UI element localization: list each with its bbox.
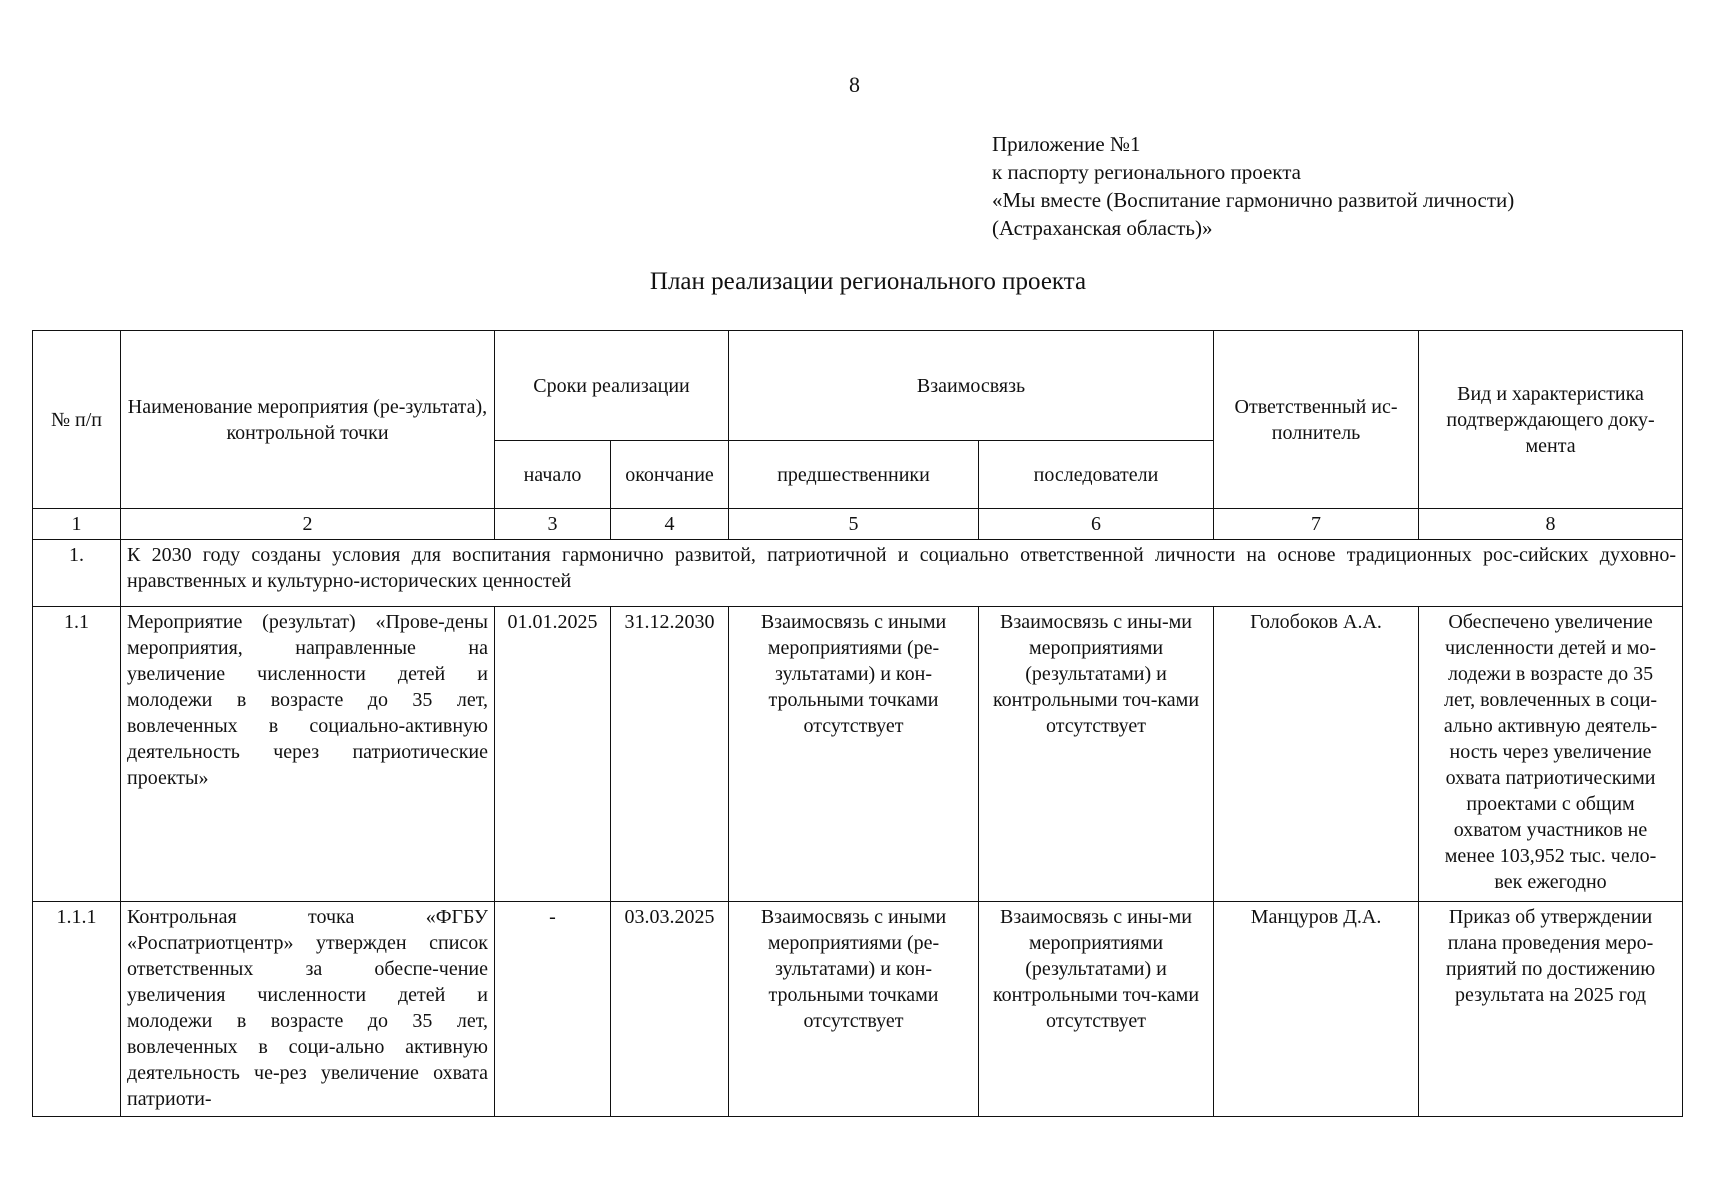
header-successors: последователи [979,441,1214,509]
column-number: 7 [1214,509,1419,540]
header-num: № п/п [33,331,121,509]
row-document: Обеспечено увеличение численности детей и мо-лодежи в возрасте до 35 лет, вовлеченных в соци-ально активную деятель-ность через увеличение охвата патриотическими проектами с общим охватом участников не менее 103,952 тыс. чело-век ежегодно [1419,607,1683,902]
section-row [33,540,1683,607]
section-text: К 2030 году созданы условия для воспитания гармонично развитой, патриотичной и социально ответственной личности на основе традиционных рос-сийских духовно-нравственных и культурно-исторических ценностей [121,540,1683,607]
row-predecessors: Взаимосвязь с иными мероприятиями (ре-зультатами) и кон-трольными точками отсутствует [729,607,979,902]
section-num: 1. [33,540,121,607]
row-end: 03.03.2025 [611,902,729,1117]
document-title: План реализации регионального проекта [649,268,1087,295]
header-document: Вид и характеристика подтверждающего доку-мента [1419,331,1683,509]
row-num: 1.1 [33,607,121,902]
appendix-line: «Мы вместе (Воспитание гармонично развитой личности) [992,188,1515,212]
header-row [33,331,1683,441]
appendix-block [992,130,1514,242]
appendix-line: (Астраханская область)» [992,216,1213,240]
page-number: 8 [849,72,860,97]
appendix-line: Приложение №1 [992,132,1141,156]
column-number: 4 [611,509,729,540]
header-terms: Сроки реализации [495,331,729,441]
row-end: 31.12.2030 [611,607,729,902]
column-number: 6 [979,509,1214,540]
row-predecessors: Взаимосвязь с иными мероприятиями (ре-зультатами) и кон-трольными точками отсутствует [729,902,979,1117]
table-row [33,902,1683,1117]
column-number: 5 [729,509,979,540]
appendix-line: к паспорту регионального проекта [992,160,1301,184]
header-name: Наименование мероприятия (ре-зультата), контрольной точки [121,331,495,509]
row-responsible: Голобоков А.А. [1214,607,1419,902]
implementation-plan-table [32,330,1683,1117]
header-predecessors: предшественники [729,441,979,509]
header-relation: Взаимосвязь [729,331,1214,441]
row-name: Контрольная точка «ФГБУ «Роспатриотцентр» утвержден список ответственных за обеспе-чение увеличения численности детей и молодежи в возрасте до 35 лет, вовлеченных в соци-ально активную деятельность че-рез увеличение охвата патриоти- [127,906,488,1110]
column-number: 2 [121,509,495,540]
row-start: 01.01.2025 [495,607,611,902]
row-successors: Взаимосвязь с ины-ми мероприятиями (результатами) и контрольными точ-ками отсутствует [979,902,1214,1117]
row-name: Мероприятие (результат) «Прове-дены мероприятия, направленные на увеличение численности детей и молодежи в возрасте до 35 лет, вовлеченных в социально-активную деятельность через патриотические проекты» [121,607,495,902]
row-num: 1.1.1 [33,902,121,1117]
column-number: 3 [495,509,611,540]
row-responsible: Манцуров Д.А. [1214,902,1419,1117]
column-number-row [33,509,1683,540]
header-responsible: Ответственный ис-полнитель [1214,331,1419,509]
column-number: 8 [1419,509,1683,540]
table-row [33,607,1683,902]
column-number: 1 [33,509,121,540]
header-start: начало [495,441,611,509]
header-end: окончание [611,441,729,509]
row-document: Приказ об утверждении плана проведения меро-приятий по достижению результата на 2025 год [1419,902,1683,1117]
row-start: - [495,902,611,1117]
row-successors: Взаимосвязь с ины-ми мероприятиями (результатами) и контрольными точ-ками отсутствует [979,607,1214,902]
